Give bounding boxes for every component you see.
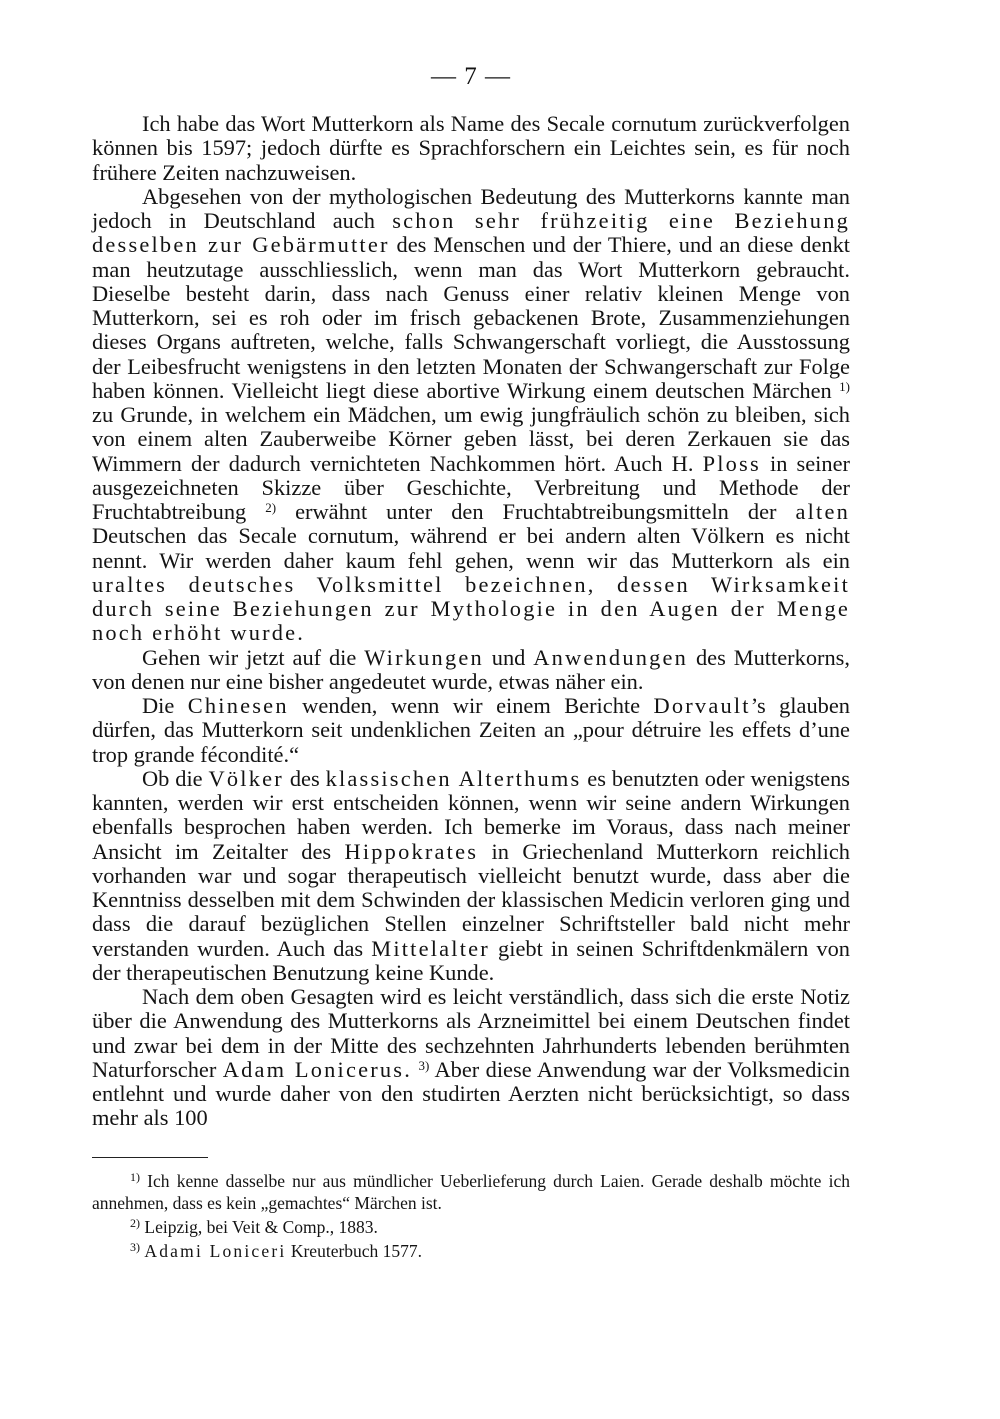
text-run: Ich habe das Wort Mutterkorn als Name des Secale cornutum zurückverfolgen können bis 1597; jedoch dürfte es Sprachforschern ein Leichtes sein, es für noch frühere Zeiten nachzuweisen. — [92, 111, 850, 185]
page-number: — 7 — — [431, 63, 511, 90]
footnote-marker: 2) — [265, 500, 277, 515]
spaced-emphasis: Anwendungen — [533, 644, 689, 670]
text-run: Aber diese Anwendung war der Volksmedicin entlehnt und wurde daher von den studirten Aerzten nicht berücksichtigt, so dass mehr als 100 — [92, 1056, 850, 1131]
spaced-emphasis: klassischen Alterthums — [325, 765, 582, 791]
text-run: des — [283, 765, 326, 791]
text-run: Kreuterbuch 1577. — [286, 1240, 423, 1261]
spaced-emphasis: Dorvault — [653, 693, 751, 718]
spaced-emphasis: schon sehr frühzeitig eine Beziehung desselben zur Gebärmutter — [92, 208, 850, 258]
text-run: zu Grunde, in welchem ein Mädchen, um ewig jungfräulich schön zu bleiben, sich von einem alten Zauberweibe Körner geben lässt, bei deren Zerkauen sie das Wimmern der dadurch vernichteten Nachkommen hört. Auch H. — [92, 402, 850, 476]
text-run: und — [483, 644, 534, 670]
text-run: erwähnt unter den Fruchtabtreibungsmitteln der — [276, 499, 796, 524]
spaced-emphasis: Wirkungen — [364, 644, 484, 670]
spaced-emphasis: Adami Loniceri — [144, 1240, 287, 1261]
spaced-emphasis: Ploss — [702, 450, 761, 476]
footnote-marker: 2) — [130, 1215, 140, 1230]
footnote — [92, 1240, 850, 1262]
spaced-emphasis: Hippokrates — [344, 838, 479, 864]
text-run: Die — [142, 693, 188, 718]
footnotes — [92, 1170, 850, 1262]
text-run: Gehen wir jetzt auf die — [142, 644, 365, 670]
spaced-emphasis: Völker — [208, 765, 284, 791]
body-text — [92, 112, 850, 1131]
footnote-marker: 1) — [839, 378, 850, 394]
text-run: in Griechenland Mutterkorn reichlich vorhanden war und sogar therapeutisch vielleicht benutzt wurde, dass aber die Kenntniss desselben mit dem Schwinden der klassischen Medicin verloren ging und dass die darauf bezüglichen Stellen einzelner Schriftsteller bald nicht mehr verstanden wurden. Auch das — [92, 838, 850, 961]
text-run: Abgesehen von der mythologischen Bedeutung des Mutterkorns kannte man jedoch in Deutschland auch — [92, 183, 850, 233]
spaced-emphasis: alten — [795, 499, 850, 524]
text-run: des Mutterkorns, von denen nur eine bisher angedeutet wurde, etwas näher ein. — [92, 644, 850, 694]
text-run: Leipzig, bei Veit & Comp., 1883. — [140, 1216, 378, 1237]
text-run: Ob die — [142, 765, 209, 791]
text-run: ’s glauben dürfen, das Mutterkorn seit undenklichen Zeiten an „pour détruire les effets d’une trop grande fécondité.“ — [92, 693, 850, 767]
footnote-marker: 3) — [418, 1057, 430, 1073]
page-content — [92, 62, 850, 1264]
text-run: des Menschen und der Thiere, und an diese denkt man heutzutage ausschliesslich, wenn man das Wort Mutterkorn gebraucht. Dieselbe besteht darin, dass nach Genuss einer relativ kleinen Menge von Mutterkorn, sei es roh oder im frisch gebackenen Brote, Zusammenziehungen dieses Organs auftreten, welche, falls Schwangerschaft vorliegt, die Ausstossung der Leibesfrucht wenigstens in den letzten Monaten der Schwangerschaft zur Folge haben können. Vielleicht liegt diese abortive Wirkung einem deutschen Märchen — [92, 232, 851, 403]
paragraph — [92, 646, 850, 695]
text-run: wenden, wenn wir einem Berichte — [288, 693, 654, 718]
spaced-emphasis: Chinesen — [187, 693, 289, 718]
paragraph — [92, 185, 850, 646]
text-run: es benutzten oder wenigstens kannten, werden wir erst entscheiden können, wenn wir seine andern Wirkungen ebenfalls besprochen haben werden. Ich bemerke im Voraus, dass nach meiner Ansicht im Zeitalter des — [92, 765, 851, 864]
paragraph — [92, 694, 850, 767]
paragraph — [92, 985, 850, 1131]
spaced-emphasis: Adam Lonicerus. — [222, 1056, 413, 1082]
paragraph — [92, 767, 850, 985]
text-run: giebt in seinen Schriftdenkmälern von der therapeutischen Benutzung keine Kunde. — [92, 935, 851, 985]
text-run: Ich kenne dasselbe nur aus mündlicher Ueberlieferung durch Laien. Gerade deshalb möchte ich annehmen, dass es kein „gemachtes“ Märchen ist. — [92, 1170, 850, 1213]
footnote-marker: 3) — [130, 1239, 140, 1254]
text-run: in seiner ausgezeichneten Skizze über Geschichte, Verbreitung und Methode der Fruchtabtreibung — [92, 450, 850, 524]
text-run: Nach dem oben Gesagten wird es leicht verständlich, dass sich die erste Notiz über die Anwendung des Mutterkorns als Arzneimittel bei einem Deutschen findet und zwar bei dem in der Mitte des sechzehnten Jahrhunderts lebenden berühmten Naturforscher — [92, 984, 850, 1082]
spaced-emphasis: Mittelalter — [371, 935, 490, 961]
text-run: Deutschen das Secale cornutum, während er bei andern alten Völkern es nicht nennt. Wir werden daher kaum fehl gehen, wenn wir das Mutterkorn als ein — [92, 523, 850, 573]
footnote-divider — [92, 1157, 208, 1158]
paragraph — [92, 112, 850, 185]
footnote — [92, 1216, 850, 1238]
footnote — [92, 1170, 850, 1214]
footnote-marker: 1) — [130, 1169, 140, 1184]
spaced-emphasis: uraltes deutsches Volksmittel bezeichnen, dessen Wirksamkeit durch seine Beziehungen zur Mythologie in den Augen der Menge noch erhöht wurde. — [92, 571, 850, 646]
